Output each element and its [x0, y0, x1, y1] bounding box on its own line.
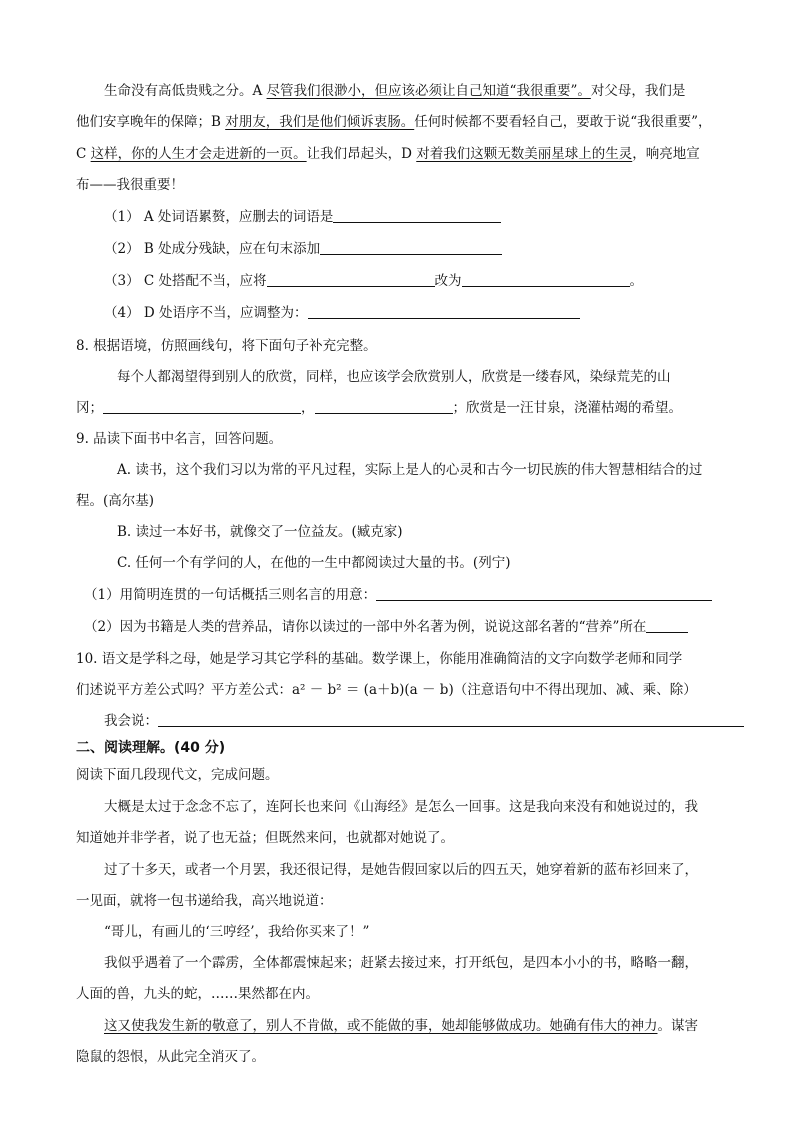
q7-passage-line-1: [104, 76, 774, 107]
q9-title: 9. 品读下面书中名言，回答问题。: [76, 431, 283, 447]
q7-sub-3-text: （3） C 处搭配不当，应将: [104, 273, 267, 289]
section-2-heading: 二、阅读理解。(40 分): [76, 740, 226, 756]
reading-para-5-line-2: 隐鼠的怨恨，从此完全消灭了。: [76, 1049, 265, 1065]
q7-sub-3-text: 。: [629, 273, 644, 289]
q7-sub-2-text: （2） B 处成分残缺，应在句末添加: [104, 241, 321, 257]
q7-passage-line-4: 布——我很重要！: [76, 177, 184, 193]
q9-quote-a-2: 程。(高尔基): [76, 493, 155, 509]
reading-underlined-sentence: 这又使我发生新的敬意了，别人不肯做，或不能做的事，她却能够做成功。她确有伟大的神力: [104, 1018, 658, 1034]
q7-text: 让我们昂起头，D: [306, 146, 417, 162]
answer-blank[interactable]: [333, 204, 501, 223]
q8-title: 8. 根据语境，仿照画线句，将下面句子补充完整。: [76, 338, 377, 354]
q7-underlined-b: 对朋友，我们是他们倾诉衷肠。: [225, 114, 415, 130]
q10-answer-label: 我会说：: [104, 713, 158, 729]
q7-text: 对父母，我们是: [590, 83, 686, 99]
q10-line-2: 们述说平方差公式吗？平方差公式：a² － b² ＝ (a＋b)(a － b)（注意语句中不得出现加、减、乘、除）: [76, 682, 697, 698]
q8-line-1: 每个人都渴望得到别人的欣赏，同样，也应该学会欣赏别人，欣赏是一缕春风，染绿荒芜的山: [117, 369, 671, 385]
q7-sub-3: [104, 266, 774, 297]
answer-blank[interactable]: [103, 395, 301, 414]
q7-sub-1: [104, 202, 774, 233]
q7-text: ，响亮地宣: [632, 146, 700, 162]
q7-sub-4: [104, 298, 774, 329]
q9-sub-1-text: （1）用简明连贯的一句话概括三则名言的用意：: [84, 587, 377, 603]
q8-text: ，: [301, 400, 315, 416]
answer-blank[interactable]: [462, 268, 630, 287]
answer-blank[interactable]: [376, 582, 712, 601]
answer-blank[interactable]: [308, 300, 580, 319]
q9-sub-1: [84, 580, 754, 611]
q7-underlined-c: 这样，你的人生才会走进新的一页。: [90, 146, 307, 162]
q7-passage-line-3: [76, 139, 746, 170]
reading-para-3: “哥儿，有画儿的‘三哼经’，我给你买来了！”: [104, 924, 370, 940]
reading-intro: 阅读下面几段现代文，完成问题。: [76, 767, 279, 783]
answer-blank[interactable]: [320, 236, 502, 255]
reading-para-4-line-1: 我似乎遇着了一个霹雳，全体都震悚起来；赶紧去接过来，打开纸包，是四本小小的书，略略一翻，: [104, 955, 698, 971]
q9-quote-b: B. 读过一本好书，就像交了一位益友。(臧克家): [117, 524, 403, 540]
q8-line-2: [76, 393, 746, 424]
q7-sub-4-text: （4） D 处语序不当，应调整为：: [104, 305, 308, 321]
q7-sub-3-text: 改为: [434, 273, 462, 289]
q7-text: C: [76, 146, 91, 162]
reading-para-2-line-1: 过了十多天，或者一个月罢，我还很记得，是她告假回家以后的四五天，她穿着新的蓝布衫回来了，: [104, 862, 698, 878]
q7-passage-line-2: [76, 107, 746, 138]
reading-para-5-line-1: [104, 1011, 774, 1042]
answer-blank[interactable]: [646, 614, 688, 633]
q7-text: 任何时候都不要看轻自己，要敢于说“我很重要”，: [414, 114, 712, 130]
q9-sub-2: [84, 612, 754, 643]
q7-sub-2: [104, 234, 774, 265]
reading-text: 。谋害: [657, 1018, 698, 1034]
answer-blank[interactable]: [267, 268, 435, 287]
q7-underlined-a: 尽管我们很渺小，但应该必须让自己知道“我很重要”。: [266, 83, 591, 99]
answer-blank[interactable]: [158, 708, 744, 727]
answer-blank[interactable]: [315, 395, 453, 414]
reading-para-2-line-2: 一见面，就将一包书递给我，高兴地说道：: [76, 893, 333, 909]
q7-sub-1-text: （1） A 处词语累赘，应删去的词语是: [104, 209, 334, 225]
reading-para-1-line-2: 知道她并非学者，说了也无益；但既然来问，也就都对她说了。: [76, 830, 454, 846]
q9-quote-a-1: A. 读书，这个我们习以为常的平凡过程，实际上是人的心灵和古今一切民族的伟大智慧相结合的过: [117, 462, 703, 478]
q9-quote-c: C. 任何一个有学问的人，在他的一生中都阅读过大量的书。(列宁): [117, 555, 511, 571]
reading-para-4-line-2: 人面的兽，九头的蛇，……果然都在内。: [76, 986, 319, 1002]
q8-text: ；欣赏是一汪甘泉，浇灌枯竭的希望。: [452, 400, 682, 416]
q7-text: 生命没有高低贵贱之分。A: [104, 83, 267, 99]
q9-sub-2-text: （2）因为书籍是人类的营养品，请你以读过的一部中外名著为例，说说这部名著的“营养”所在: [84, 619, 647, 635]
reading-para-1-line-1: 大概是太过于念念不忘了，连阿长也来问《山海经》是怎么一回事。这是我向来没有和她说过的，我: [104, 799, 698, 815]
q7-underlined-d: 对着我们这颗无数美丽星球上的生灵: [416, 146, 633, 162]
q10-line-1: 10. 语文是学科之母，她是学习其它学科的基础。数学课上，你能用准确简洁的文字向数学老师和同学: [76, 651, 683, 667]
q8-text: 冈；: [76, 400, 103, 416]
q7-text: 他们安享晚年的保障；B: [76, 114, 226, 130]
